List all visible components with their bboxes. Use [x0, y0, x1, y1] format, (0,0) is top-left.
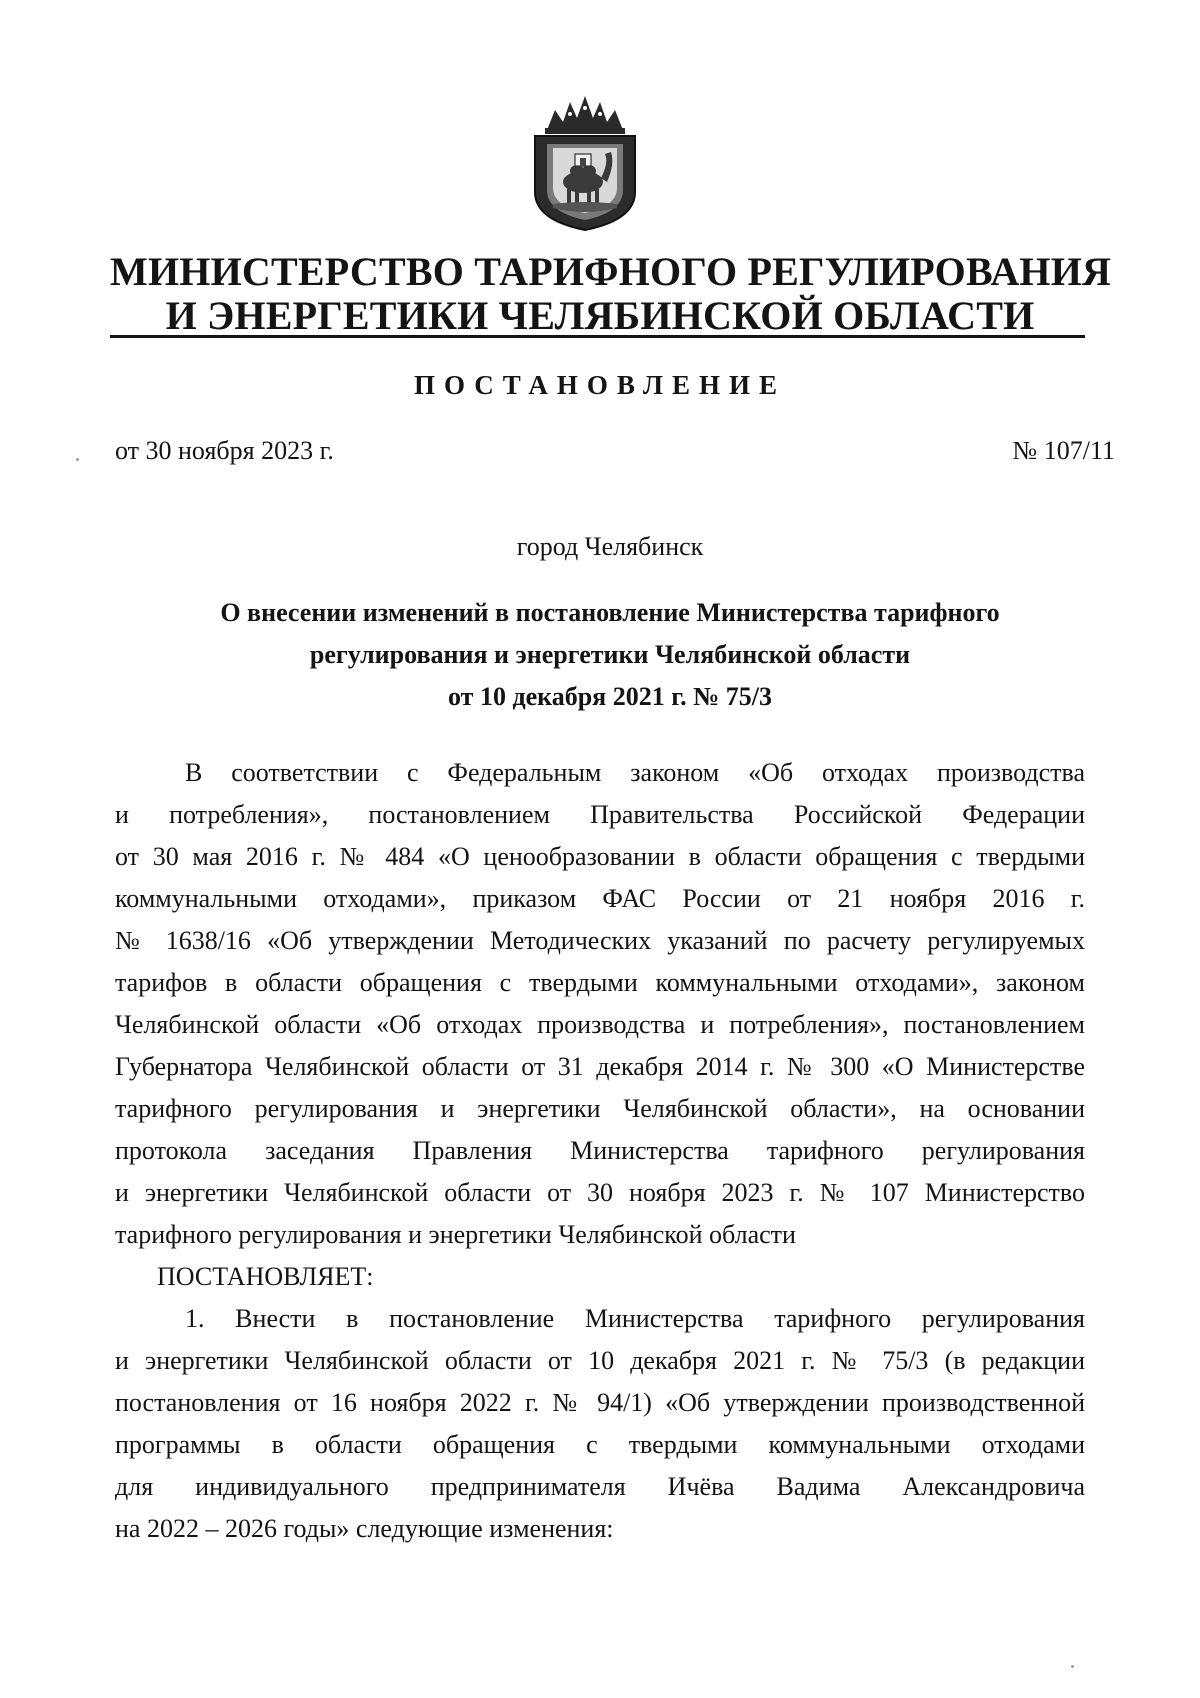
preamble-line: тарифного регулирования и энергетики Челябинской области [115, 1220, 796, 1249]
preamble-line: № 1638/16 «Об утверждении Методических указаний по расчету регулируемых [115, 926, 1085, 955]
item-1-line: на 2022 – 2026 годы» следующие изменения: [115, 1514, 614, 1543]
subject-line-3: от 10 декабря 2021 г. № 75/3 [448, 682, 772, 711]
decree-keyword: ПОСТАНОВЛЯЕТ: [157, 1262, 374, 1291]
preamble-line: Губернатора Челябинской области от 31 декабря 2014 г. № 300 «О Министерстве [115, 1052, 1085, 1081]
preamble-line: от 30 мая 2016 г. № 484 «О ценообразовании в области обращения с твердыми [115, 842, 1085, 871]
scan-speck [76, 458, 79, 461]
item-1-line: для индивидуального предпринимателя Ичёва Вадима Александровича [115, 1472, 1085, 1501]
preamble-line: коммунальными отходами», приказом ФАС России от 21 ноября 2016 г. [115, 884, 1085, 913]
header-divider [110, 335, 1085, 338]
document-number: № 107/11 [1012, 436, 1115, 465]
item-1-line: и энергетики Челябинской области от 10 декабря 2021 г. № 75/3 (в редакции [115, 1346, 1085, 1375]
preamble-line: В соответствии с Федеральным законом «Об отходах производства [185, 758, 1085, 787]
preamble-line: тарифного регулирования и энергетики Челябинской области», на основании [115, 1094, 1085, 1123]
coat-of-arms-icon [525, 92, 645, 232]
preamble-line: и потребления», постановлением Правительства Российской Федерации [115, 800, 1085, 829]
item-1-line: программы в области обращения с твердыми коммунальными отходами [115, 1430, 1085, 1459]
subject-line-1: О внесении изменений в постановление Министерства тарифного [220, 598, 1000, 627]
item-1-line: постановления от 16 ноября 2022 г. № 94/1) «Об утверждении производственной [115, 1388, 1085, 1417]
document-type-title: ПОСТАНОВЛЕНИЕ [413, 370, 787, 400]
scan-speck [1071, 1665, 1074, 1668]
preamble-line: Челябинской области «Об отходах производства и потребления», постановлением [115, 1010, 1085, 1039]
preamble-line: тарифов в области обращения с твердыми коммунальными отходами», законом [115, 968, 1085, 997]
ministry-title-line-2: И ЭНЕРГЕТИКИ ЧЕЛЯБИНСКОЙ ОБЛАСТИ [165, 293, 1035, 338]
document-city: город Челябинск [516, 532, 704, 561]
ministry-title-line-1: МИНИСТЕРСТВО ТАРИФНОГО РЕГУЛИРОВАНИЯ [110, 249, 1112, 294]
preamble-paragraph [115, 752, 1085, 1256]
item-1-paragraph [115, 1298, 1085, 1550]
preamble-line: и энергетики Челябинской области от 30 ноября 2023 г. № 107 Министерство [115, 1178, 1085, 1207]
document-date: от 30 ноября 2023 г. [115, 436, 334, 465]
item-1-line: 1. Внести в постановление Министерства тарифного регулирования [185, 1304, 1085, 1333]
subject-line-2: регулирования и энергетики Челябинской области [309, 640, 911, 669]
preamble-line: протокола заседания Правления Министерства тарифного регулирования [115, 1136, 1085, 1165]
